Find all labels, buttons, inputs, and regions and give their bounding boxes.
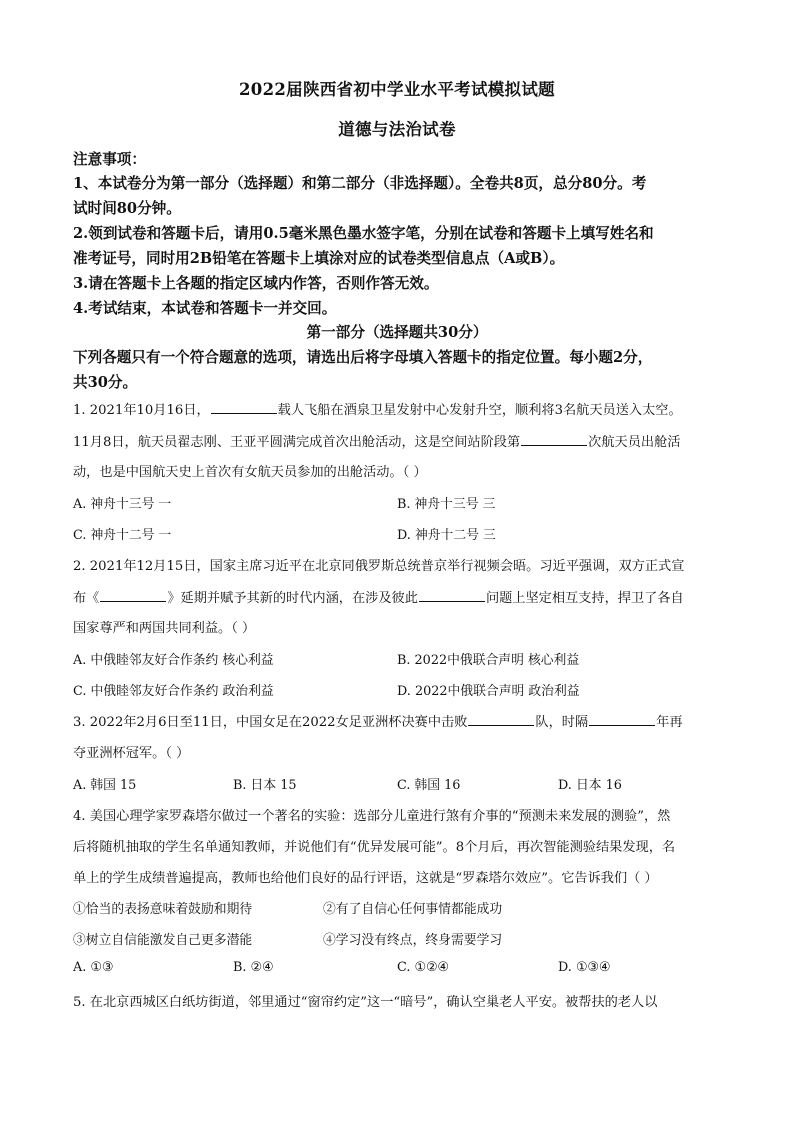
option-a: A. 神舟十三号 一 <box>73 497 172 512</box>
question-1-line: 动，也是中国航天史上首次有女航天员参加的出舱活动。（ ） <box>73 465 427 480</box>
exam-subtitle: 道德与法治试卷 <box>338 120 456 139</box>
option-b: B. 神舟十三号 三 <box>397 497 496 512</box>
question-text: 次航天员出舱活 <box>588 435 681 450</box>
option-d: D. 神舟十二号 三 <box>397 528 496 543</box>
note-line: 1、本试卷分为第一部分（选择题）和第二部分（非选择题）。全卷共8页，总分80分。考 <box>73 175 647 192</box>
note-line: 试时间80分钟。 <box>73 200 181 217</box>
note-line: 准考证号，同时用2B铅笔在答题卡上填涂对应的试卷类型信息点（A或B）。 <box>73 250 565 267</box>
option-d: D. ①③④ <box>558 960 611 975</box>
option-a: A. ①③ <box>73 960 114 975</box>
question-3-line <box>73 711 723 730</box>
notes-heading: 注意事项： <box>73 151 146 168</box>
question-4-line: 单上的学生成绩普遍提高，教师也给他们良好的品行评语，这就是“罗森塔尔效应”。它告诉我们（ ） <box>73 871 658 886</box>
note-line: 2.领到试卷和答题卡后，请用0.5毫米黑色墨水签字笔，分别在试卷和答题卡上填写姓名和 <box>73 225 654 242</box>
exam-title: 2022届陕西省初中学业水平考试模拟试题 <box>239 80 555 99</box>
answer-blank <box>100 589 166 602</box>
question-text: 载人飞船在酒泉卫星发射中心发射升空，顺利将3名航天员送入太空。 <box>277 403 682 418</box>
option-a: A. 中俄睦邻友好合作条约 核心利益 <box>73 653 274 668</box>
statement-1: ①恰当的表扬意味着鼓励和期待 <box>73 902 253 917</box>
question-text: 1. 2021年10月16日， <box>73 403 210 418</box>
answer-blank <box>419 589 485 602</box>
question-4-line: 4. 美国心理学家罗森塔尔做过一个著名的实验：选部分儿童进行煞有介事的“预测未来发展的测验”，然 <box>73 809 671 824</box>
option-c: C. ①②④ <box>397 960 449 975</box>
question-2-line <box>73 587 723 606</box>
question-text: 年再 <box>656 715 683 730</box>
question-text: 队，时隔 <box>535 715 589 730</box>
question-4-line: 后将随机抽取的学生名单通知教师，并说他们有“优异发展可能”。8个月后，再次智能测验结果发现，名 <box>73 840 676 855</box>
statement-4: ④学习没有终点，终身需要学习 <box>323 933 503 948</box>
statement-3: ③树立自信能激发自己更多潜能 <box>73 933 253 948</box>
option-c: C. 韩国 16 <box>397 778 461 793</box>
question-text: 11月8日，航天员翟志刚、王亚平圆满完成首次出舱活动，这是空间站阶段第 <box>73 435 521 450</box>
answer-blank <box>468 713 534 726</box>
option-b: B. 2022中俄联合声明 核心利益 <box>397 653 580 668</box>
answer-blank <box>521 433 587 446</box>
option-a: A. 韩国 15 <box>73 778 137 793</box>
answer-blank <box>211 401 277 414</box>
option-c: C. 神舟十二号 一 <box>73 528 172 543</box>
question-2-line: 2. 2021年12月15日，国家主席习近平在北京同俄罗斯总统普京举行视频会晤。习近平强调，双方正式宣 <box>73 559 685 574</box>
part1-instruction: 共30分。 <box>73 374 138 391</box>
note-line: 3.请在答题卡上各题的指定区域内作答，否则作答无效。 <box>73 275 439 292</box>
option-c: C. 中俄睦邻友好合作条约 政治利益 <box>73 684 274 699</box>
question-1-line <box>73 399 723 418</box>
statement-2: ②有了自信心任何事情都能成功 <box>323 902 503 917</box>
question-3-line: 夺亚洲杯冠军。（ ） <box>73 746 190 761</box>
question-text: 3. 2022年2月6日至11日，中国女足在2022女足亚洲杯决赛中击败 <box>73 715 468 730</box>
option-d: D. 2022中俄联合声明 政治利益 <box>397 684 580 699</box>
option-d: D. 日本 16 <box>558 778 622 793</box>
part1-heading: 第一部分（选择题共30分） <box>306 324 488 341</box>
option-b: B. 日本 15 <box>233 778 297 793</box>
question-text: 布《 <box>73 591 100 606</box>
question-2-line: 国家尊严和两国共同利益。（ ） <box>73 621 256 636</box>
question-5-line: 5. 在北京西城区白纸坊街道，邻里通过“窗帘约定”这一“暗号”，确认空巢老人平安。被帮扶的老人以 <box>73 995 658 1010</box>
question-text: 问题上坚定相互支持，捍卫了各自 <box>485 591 684 606</box>
option-b: B. ②④ <box>233 960 274 975</box>
question-1-line <box>73 431 723 450</box>
question-text: 》延期并赋予其新的时代内涵，在涉及彼此 <box>167 591 418 606</box>
answer-blank <box>589 713 655 726</box>
note-line: 4.考试结束，本试卷和答题卡一并交回。 <box>73 300 337 317</box>
part1-instruction: 下列各题只有一个符合题意的选项，请选出后将字母填入答题卡的指定位置。每小题2分， <box>73 349 653 366</box>
